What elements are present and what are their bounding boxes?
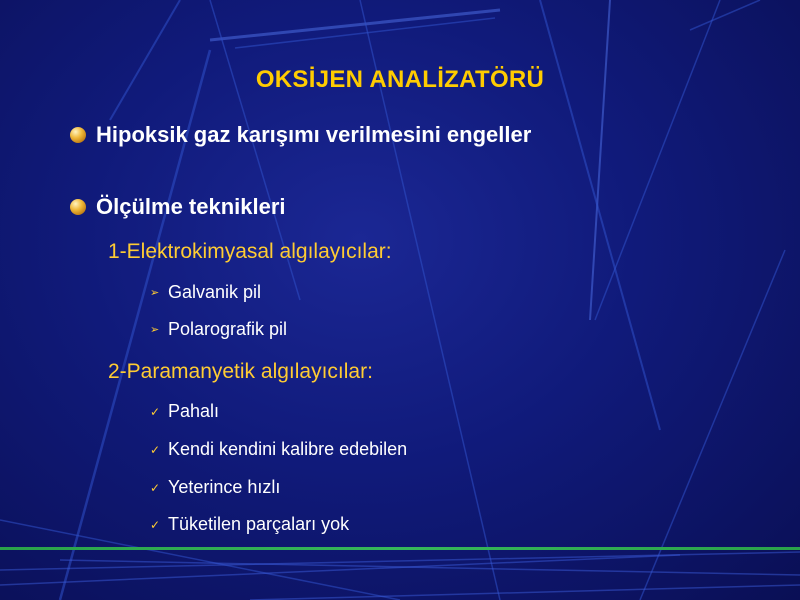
list-item [150,401,219,422]
arrow-bullet-icon: ➢ [150,324,160,336]
section-heading-elektrokimyasal: 1-Elektrokimyasal algılayıcılar: [108,240,392,263]
bullet-ball-icon [70,127,86,143]
list-item-text: Kendi kendini kalibre edebilen [168,439,408,459]
list-item [150,319,287,340]
list-item-text: Galvanik pil [168,282,262,302]
list-item [150,282,261,303]
list-item [150,477,280,498]
bullet-text: Ölçülme teknikleri [96,194,286,219]
bullet-ball-icon [70,199,86,215]
arrow-bullet-icon: ➢ [150,287,160,299]
checkmark-icon: ✓ [150,480,161,495]
checkmark-icon: ✓ [150,517,161,532]
list-item-text: Pahalı [168,401,220,421]
slide-title: OKSİJEN ANALİZATÖRÜ [255,66,545,93]
list-item-text: Polarografik pil [168,319,288,339]
checkmark-icon: ✓ [150,442,161,457]
checkmark-icon: ✓ [150,404,161,419]
list-item-text: Yeterince hızlı [168,477,281,497]
section-heading-paramanyetik: 2-Paramanyetik algılayıcılar: [108,360,373,383]
list-item [150,514,349,535]
bullet-olculme [70,194,286,220]
list-item [150,439,407,460]
footer-divider [0,547,800,550]
bullet-text: Hipoksik gaz karışımı verilmesini engeller [96,122,532,147]
bullet-hipoksik [70,122,531,148]
list-item-text: Tüketilen parçaları yok [168,514,350,534]
